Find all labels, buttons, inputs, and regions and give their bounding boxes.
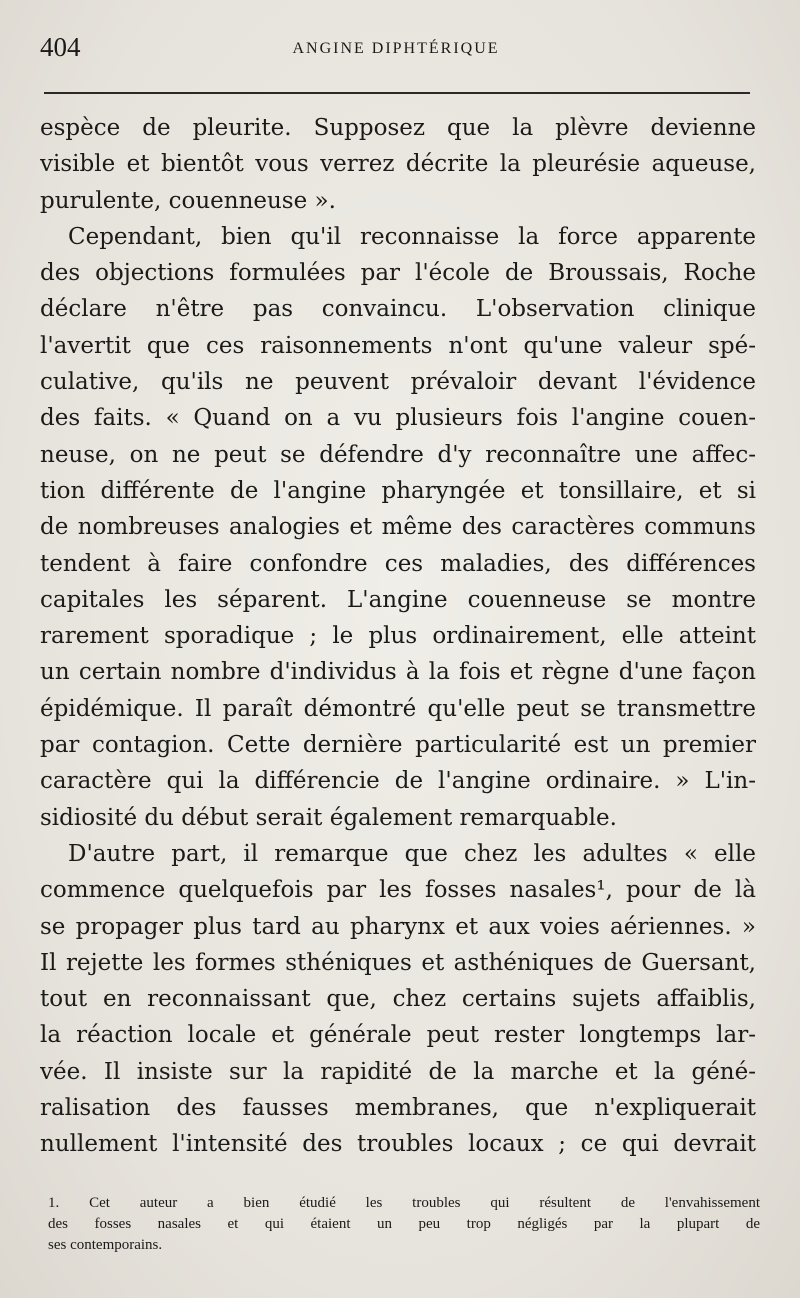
text-line: des faits. « Quand on a vu plusieurs fois l'angine couen- [40,405,756,432]
page-header [40,30,752,70]
text-line: rarement sporadique ; le plus ordinairement, elle atteint [40,623,756,650]
text-line: vée. Il insiste sur la rapidité de la marche et la géné- [40,1058,756,1085]
text-line: se propager plus tard au pharynx et aux voies aériennes. » [40,913,756,940]
text-line: un certain nombre d'individus à la fois et règne d'une façon [40,659,756,686]
text-line: purulente, couenneuse ». [40,187,336,214]
header-rule [44,92,750,94]
body-text [40,110,756,1163]
text-line: tion différente de l'angine pharyngée et tonsillaire, et si [40,477,756,504]
footnotes [48,1193,760,1256]
text-line: caractère qui la différencie de l'angine ordinaire. » L'in- [40,768,756,795]
text-line: Il rejette les formes sthéniques et asthéniques de Guersant, [40,949,756,976]
text-line: Cependant, bien qu'il reconnaisse la force apparente [68,223,756,250]
footnote-line: des fosses nasales et qui étaient un peu trop négligés par la plupart de [48,1216,760,1232]
text-line: D'autre part, il remarque que chez les adultes « elle [68,840,756,867]
text-line: nullement l'intensité des troubles locaux ; ce qui devrait [40,1131,756,1158]
text-line: espèce de pleurite. Supposez que la plèvre devienne [40,115,756,141]
text-line: déclare n'être pas convaincu. L'observation clinique [40,296,756,323]
text-line: capitales les séparent. L'angine couenneuse se montre [40,586,756,613]
text-line: culative, qu'ils ne peuvent prévaloir devant l'évidence [40,369,756,396]
text-line: des objections formulées par l'école de Broussais, Roche [40,260,756,287]
footnote-line: ses contemporains. [48,1237,163,1253]
text-line: commence quelquefois par les fosses nasales¹, pour de là [40,877,756,904]
text-line: l'avertit que ces raisonnements n'ont qu'une valeur spé- [40,332,756,359]
text-line: par contagion. Cette dernière particularité est un premier [40,732,756,759]
text-line: la réaction locale et générale peut rester longtemps lar- [40,1022,756,1049]
page-number: 404 [40,32,81,62]
text-line: visible et bientôt vous verrez décrite la pleurésie aqueuse, [40,151,756,178]
text-line: ralisation des fausses membranes, que n'expliquerait [40,1095,756,1122]
text-line: tendent à faire confondre ces maladies, des différences [40,550,756,577]
text-line: épidémique. Il paraît démontré qu'elle peut se transmettre [40,695,756,722]
footnote-line: 1. Cet auteur a bien étudié les troubles qui résultent de l'envahissement [48,1195,760,1211]
text-line: neuse, on ne peut se défendre d'y reconnaître une affec- [40,441,756,468]
running-title: ANGINE DIPHTÉRIQUE [292,40,500,57]
text-line: sidiosité du début serait également remarquable. [40,804,617,831]
text-line: de nombreuses analogies et même des caractères communs [40,514,756,541]
text-line: tout en reconnaissant que, chez certains sujets affaiblis, [40,986,756,1013]
